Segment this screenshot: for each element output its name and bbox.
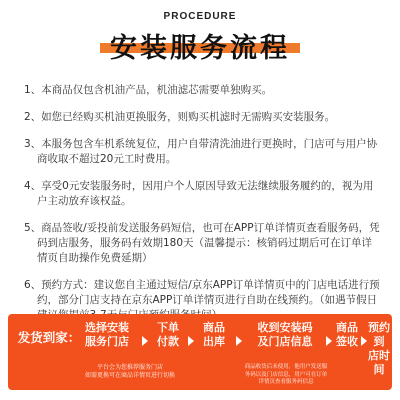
section-eyebrow: PROCEDURE bbox=[163, 11, 237, 22]
note-item-6: 6、预约方式：建议您自主通过短信/京东APP订单详情页中的门店电话进行预约，部分门店支持在京东APP订单详情页进行自助在线预约。（如遇节假日 bbox=[24, 279, 380, 306]
flow-step-sign: 商品 签收 bbox=[336, 321, 358, 348]
flow-step-note: 商品收货后未使用，他用户发送服务码以及门店信息，用户可在订单详情页查看服务码信息 bbox=[244, 364, 328, 385]
flow-label-note: 平台会为您推荐服务门店 如需更换可在商品详情页进行切换 bbox=[84, 364, 175, 379]
page-title: 安装服务流程 bbox=[110, 32, 290, 64]
flow-step-receive-code: 收到安装码 及门店信息 bbox=[257, 321, 313, 348]
title-row bbox=[0, 24, 400, 66]
flow-step-select-store: 选择安装 服务门店 bbox=[85, 321, 129, 348]
flow-label: 发货到家： bbox=[17, 330, 81, 345]
note-item-5: 5、商品签收/妥投前发送服务码短信，也可在APP订单详情页查看服务码，凭码到店服务，服务码有效期180天（温馨提示：核销码过期后可在订单详情页自助操作免费延期） bbox=[24, 222, 380, 264]
note-item-1: 1、本商品仅包含机油产品，机油滤芯需要单独购买。 bbox=[24, 84, 273, 96]
service-flow-panel bbox=[8, 314, 392, 390]
flow-step-ship: 商品 出库 bbox=[203, 321, 225, 348]
note-item-4: 4、享受0元安装服务时，因用户个人原因导致无法继续服务履约的，视为用户主动放弃该权益。 bbox=[24, 180, 374, 207]
note-item-2: 2、如您已经购买机油更换服务，则购买机滤时无需购买安装服务。 bbox=[24, 111, 336, 123]
notes-list bbox=[24, 83, 380, 335]
note-item-3: 3、本服务包含车机系统复位，用户自带清洗油进行更换时，门店可与用户协商收取不超过20元工时费用。 bbox=[24, 138, 378, 165]
flow-step-pay: 下单 付款 bbox=[157, 321, 179, 348]
flow-step-book: 预约到 店时间 bbox=[368, 321, 390, 376]
